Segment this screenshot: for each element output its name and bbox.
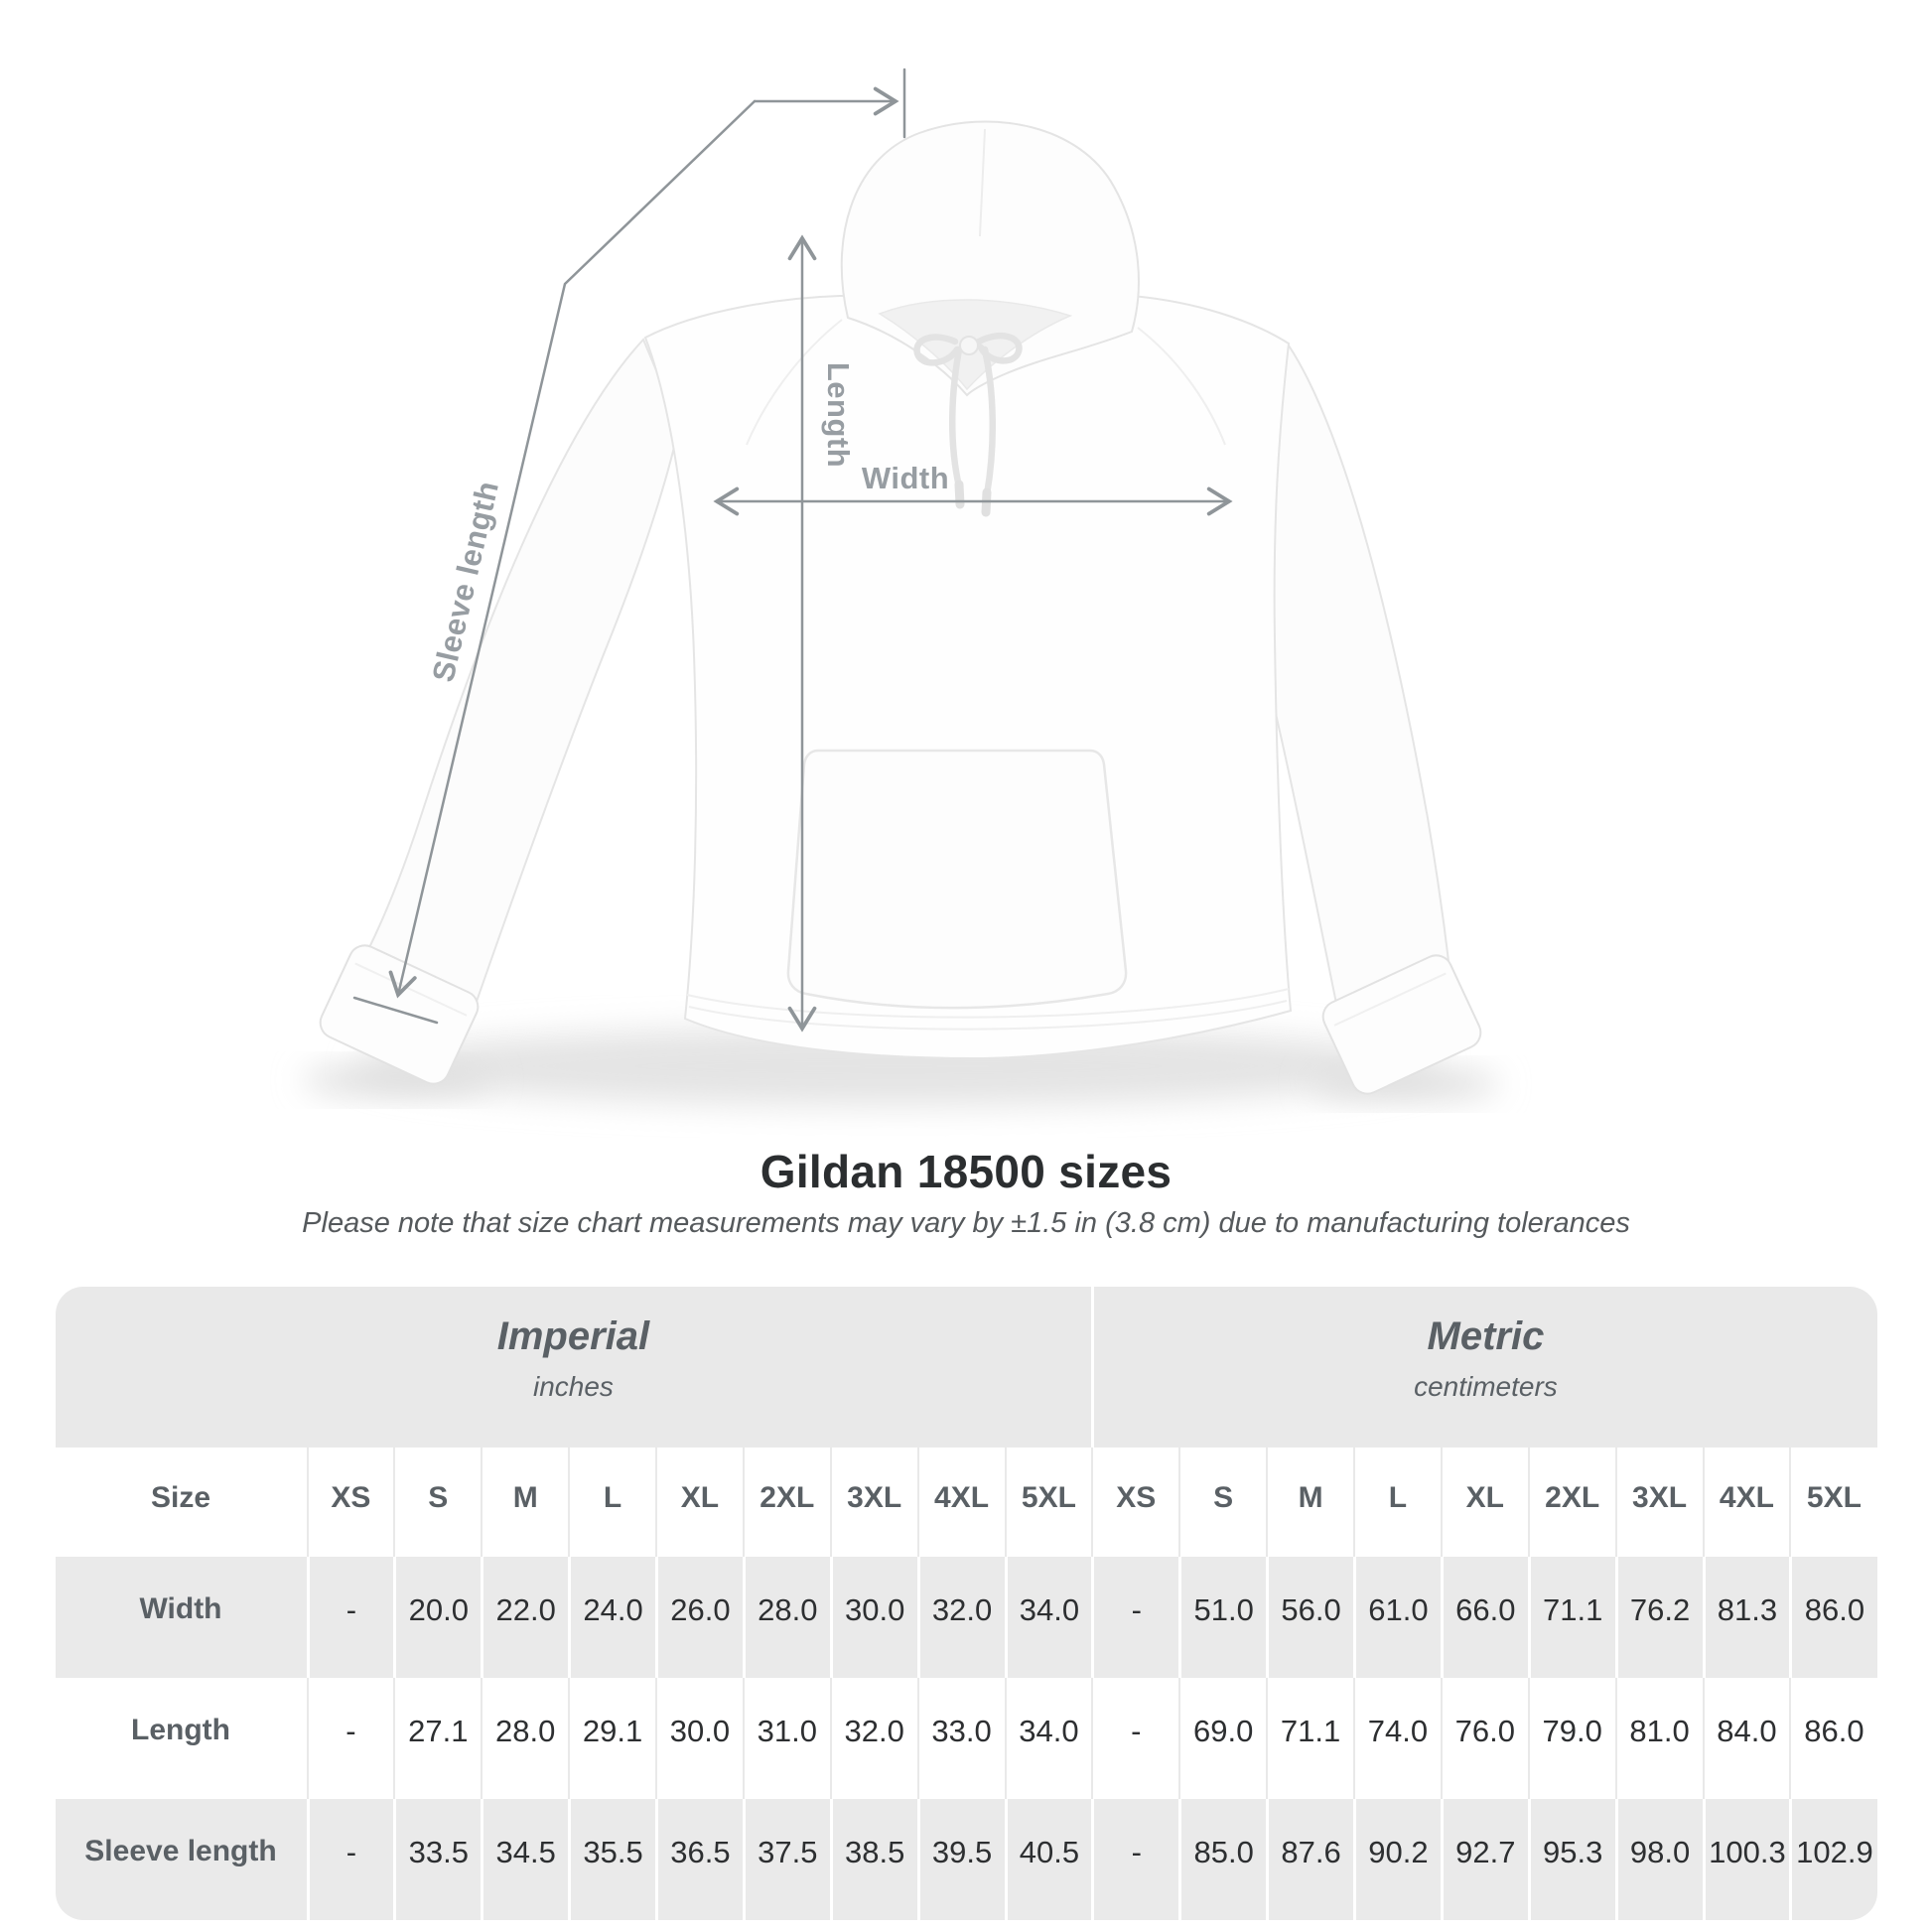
row-label-width: Width bbox=[56, 1557, 307, 1678]
table-cell: 29.1 bbox=[568, 1678, 655, 1799]
table-cell: 85.0 bbox=[1178, 1799, 1266, 1920]
table-row-length bbox=[56, 1678, 1877, 1799]
tolerance-note: Please note that size chart measurements may vary by ±1.5 in (3.8 cm) due to manufacturing tolerances bbox=[302, 1207, 1630, 1239]
table-cell: 33.0 bbox=[917, 1678, 1005, 1799]
table-cell: 20.0 bbox=[393, 1557, 481, 1678]
kangaroo-pocket bbox=[788, 751, 1126, 1008]
drawstring-knot bbox=[960, 337, 978, 354]
table-cell: 84.0 bbox=[1703, 1678, 1790, 1799]
table-cell: 81.0 bbox=[1615, 1678, 1703, 1799]
table-cell: 28.0 bbox=[481, 1678, 568, 1799]
table-cell: 69.0 bbox=[1178, 1678, 1266, 1799]
size-header-cell: 4XL bbox=[1703, 1448, 1790, 1557]
table-cell: 36.5 bbox=[655, 1799, 743, 1920]
table-cell: 76.2 bbox=[1615, 1557, 1703, 1678]
page-title: Gildan 18500 sizes bbox=[759, 1146, 1173, 1197]
size-chart-table bbox=[56, 1287, 1877, 1920]
table-cell: 32.0 bbox=[830, 1678, 917, 1799]
size-column-header: Size bbox=[56, 1448, 307, 1557]
table-cell: 61.0 bbox=[1353, 1557, 1441, 1678]
table-row-sleeve-length bbox=[56, 1799, 1877, 1920]
table-cell: 95.3 bbox=[1528, 1799, 1615, 1920]
table-cell: 27.1 bbox=[393, 1678, 481, 1799]
hoodie-illustration bbox=[303, 121, 1499, 1106]
size-header-cell: 3XL bbox=[830, 1448, 917, 1557]
table-cell: - bbox=[1091, 1799, 1178, 1920]
table-cell: 87.6 bbox=[1266, 1799, 1353, 1920]
size-header-row bbox=[56, 1448, 1877, 1557]
table-cell: - bbox=[1091, 1557, 1178, 1678]
size-header-cell: XS bbox=[307, 1448, 394, 1557]
row-label-sleeve-length: Sleeve length bbox=[56, 1799, 307, 1920]
table-cell: 71.1 bbox=[1528, 1557, 1615, 1678]
table-cell: 24.0 bbox=[568, 1557, 655, 1678]
size-header-cell: M bbox=[1266, 1448, 1353, 1557]
table-cell: 34.5 bbox=[481, 1799, 568, 1920]
table-cell: 56.0 bbox=[1266, 1557, 1353, 1678]
size-header-cell: 2XL bbox=[1528, 1448, 1615, 1557]
table-cell: 37.5 bbox=[743, 1799, 830, 1920]
table-cell: - bbox=[307, 1678, 394, 1799]
table-cell: 40.5 bbox=[1005, 1799, 1092, 1920]
row-label-length: Length bbox=[56, 1678, 307, 1799]
imperial-group-header bbox=[56, 1287, 1092, 1448]
size-header-cell: 5XL bbox=[1005, 1448, 1092, 1557]
width-label: Width bbox=[861, 461, 950, 495]
table-cell: - bbox=[307, 1799, 394, 1920]
metric-unit-label: centimeters bbox=[1414, 1371, 1558, 1402]
table-cell: - bbox=[307, 1557, 394, 1678]
size-header-cell: S bbox=[393, 1448, 481, 1557]
table-cell: 30.0 bbox=[655, 1678, 743, 1799]
table-cell: 30.0 bbox=[830, 1557, 917, 1678]
length-label: Length bbox=[821, 361, 856, 469]
metric-label: Metric bbox=[1427, 1314, 1545, 1358]
size-header-cell: 4XL bbox=[917, 1448, 1005, 1557]
table-cell: 92.7 bbox=[1441, 1799, 1528, 1920]
table-cell: 79.0 bbox=[1528, 1678, 1615, 1799]
size-header-cell: L bbox=[568, 1448, 655, 1557]
table-cell: 76.0 bbox=[1441, 1678, 1528, 1799]
size-header-cell: M bbox=[481, 1448, 568, 1557]
table-cell: 86.0 bbox=[1789, 1557, 1876, 1678]
table-cell: 33.5 bbox=[393, 1799, 481, 1920]
table-cell: 90.2 bbox=[1353, 1799, 1441, 1920]
table-cell: 102.9 bbox=[1789, 1799, 1876, 1920]
size-header-cell: 5XL bbox=[1789, 1448, 1876, 1557]
table-cell: - bbox=[1091, 1678, 1178, 1799]
table-cell: 28.0 bbox=[743, 1557, 830, 1678]
table-cell: 22.0 bbox=[481, 1557, 568, 1678]
table-cell: 31.0 bbox=[743, 1678, 830, 1799]
table-cell: 71.1 bbox=[1266, 1678, 1353, 1799]
size-header-cell: 2XL bbox=[743, 1448, 830, 1557]
sleeve-length-label: Sleeve length bbox=[425, 478, 506, 686]
table-cell: 74.0 bbox=[1353, 1678, 1441, 1799]
table-cell: 81.3 bbox=[1703, 1557, 1790, 1678]
table-cell: 98.0 bbox=[1615, 1799, 1703, 1920]
table-cell: 86.0 bbox=[1789, 1678, 1876, 1799]
table-cell: 34.0 bbox=[1005, 1557, 1092, 1678]
imperial-unit-label: inches bbox=[532, 1371, 614, 1402]
size-header-cell: XL bbox=[655, 1448, 743, 1557]
table-cell: 35.5 bbox=[568, 1799, 655, 1920]
left-sleeve bbox=[359, 340, 679, 1019]
size-header-cell: L bbox=[1353, 1448, 1441, 1557]
table-cell: 34.0 bbox=[1005, 1678, 1092, 1799]
imperial-label: Imperial bbox=[496, 1314, 650, 1358]
table-cell: 51.0 bbox=[1178, 1557, 1266, 1678]
size-header-cell: S bbox=[1178, 1448, 1266, 1557]
table-cell: 38.5 bbox=[830, 1799, 917, 1920]
table-cell: 100.3 bbox=[1703, 1799, 1790, 1920]
table-cell: 66.0 bbox=[1441, 1557, 1528, 1678]
size-header-cell: XL bbox=[1441, 1448, 1528, 1557]
table-cell: 39.5 bbox=[917, 1799, 1005, 1920]
table-cell: 32.0 bbox=[917, 1557, 1005, 1678]
unit-group-row bbox=[56, 1287, 1877, 1448]
table-cell: 26.0 bbox=[655, 1557, 743, 1678]
size-header-cell: XS bbox=[1091, 1448, 1178, 1557]
metric-group-header bbox=[1091, 1287, 1876, 1448]
table-row-width bbox=[56, 1557, 1877, 1678]
size-header-cell: 3XL bbox=[1615, 1448, 1703, 1557]
